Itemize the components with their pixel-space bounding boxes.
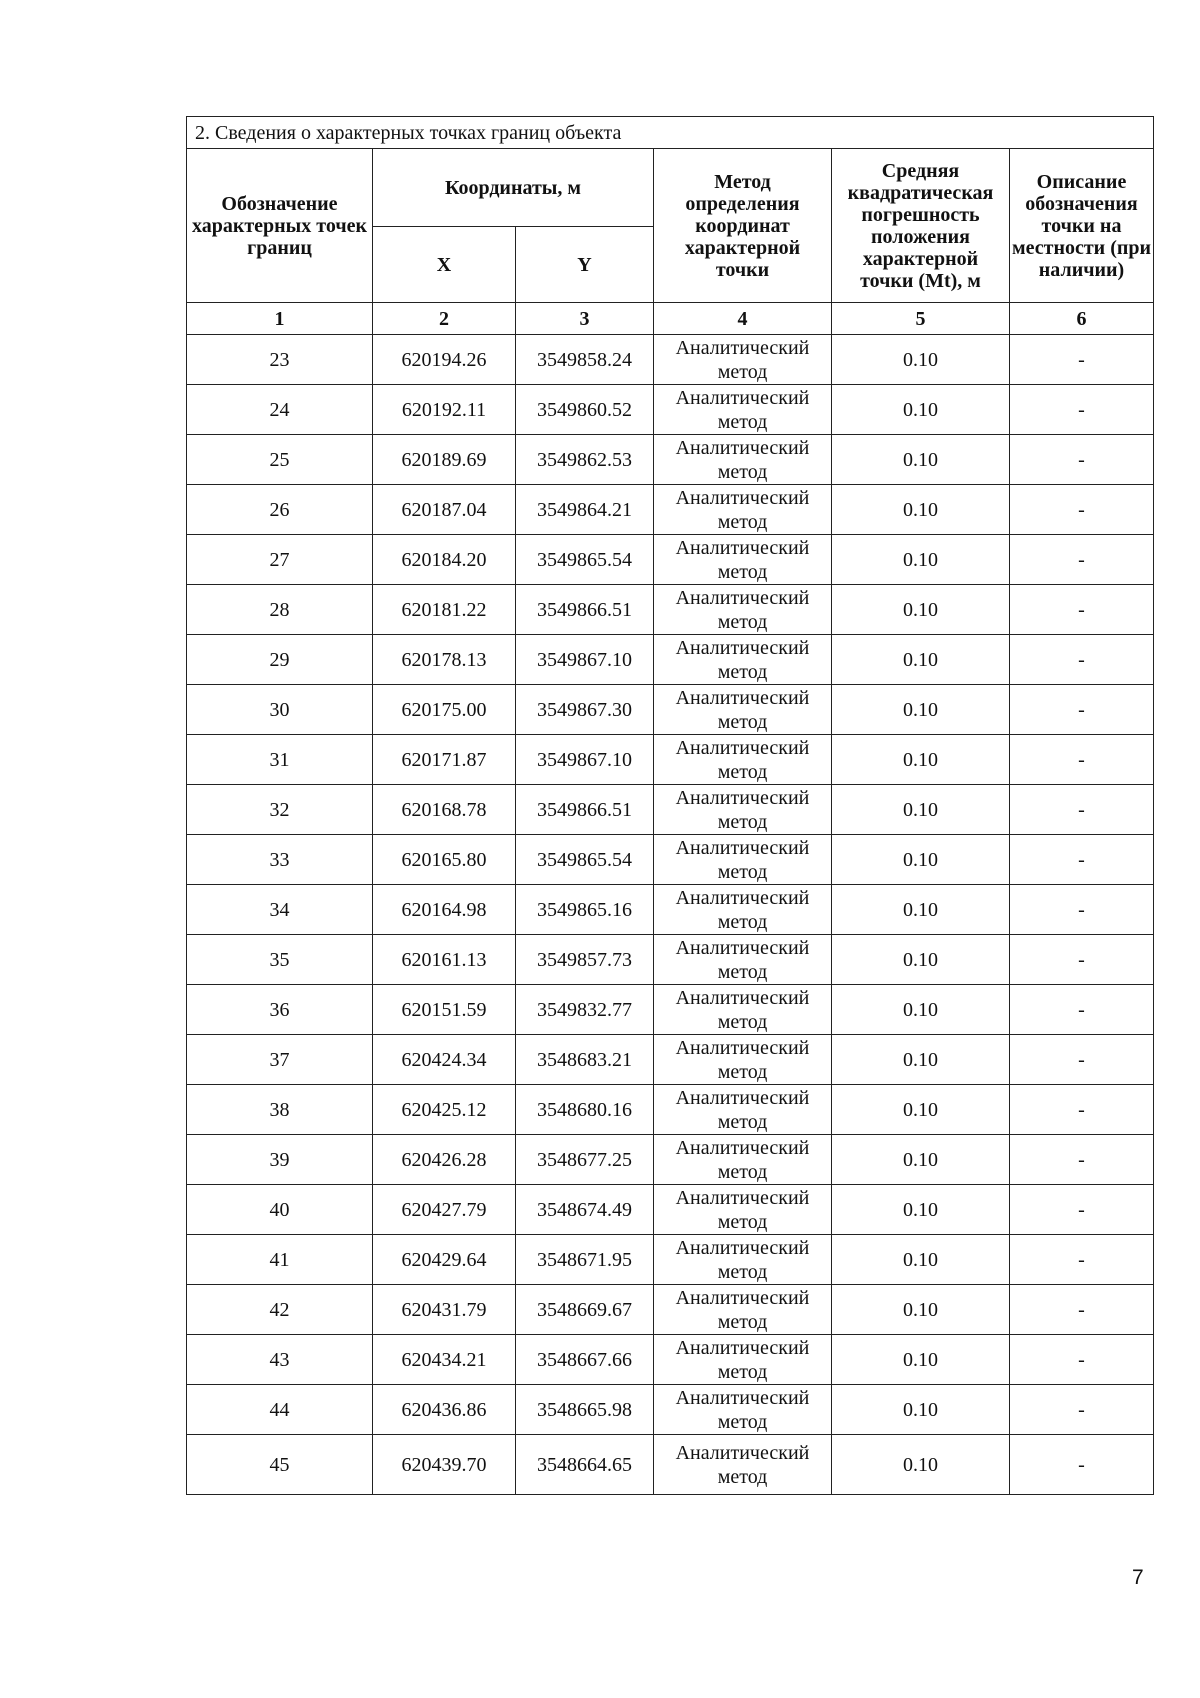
x-cell: 620189.69 bbox=[373, 435, 516, 485]
table-row bbox=[187, 985, 1154, 1035]
table-row bbox=[187, 635, 1154, 685]
y-cell: 3549832.77 bbox=[516, 985, 654, 1035]
y-cell: 3548664.65 bbox=[516, 1435, 654, 1495]
y-cell: 3549867.10 bbox=[516, 735, 654, 785]
accuracy-cell: 0.10 bbox=[832, 585, 1010, 635]
x-cell: 620427.79 bbox=[373, 1185, 516, 1235]
accuracy-cell: 0.10 bbox=[832, 685, 1010, 735]
y-cell: 3549865.54 bbox=[516, 835, 654, 885]
y-cell: 3549864.21 bbox=[516, 485, 654, 535]
description-cell: - bbox=[1010, 1285, 1154, 1335]
description-cell: - bbox=[1010, 585, 1154, 635]
table-row bbox=[187, 585, 1154, 635]
accuracy-cell: 0.10 bbox=[832, 385, 1010, 435]
description-cell: - bbox=[1010, 635, 1154, 685]
method-cell: Аналитический метод bbox=[654, 885, 832, 935]
accuracy-cell: 0.10 bbox=[832, 1135, 1010, 1185]
point-cell: 29 bbox=[187, 635, 373, 685]
table-row bbox=[187, 1385, 1154, 1435]
header-x: X bbox=[373, 227, 516, 303]
accuracy-cell: 0.10 bbox=[832, 785, 1010, 835]
x-cell: 620175.00 bbox=[373, 685, 516, 735]
x-cell: 620168.78 bbox=[373, 785, 516, 835]
boundary-points-table bbox=[186, 116, 1154, 1495]
point-cell: 28 bbox=[187, 585, 373, 635]
method-cell: Аналитический метод bbox=[654, 1185, 832, 1235]
table-row bbox=[187, 735, 1154, 785]
description-cell: - bbox=[1010, 1035, 1154, 1085]
description-cell: - bbox=[1010, 835, 1154, 885]
x-cell: 620424.34 bbox=[373, 1035, 516, 1085]
method-cell: Аналитический метод bbox=[654, 985, 832, 1035]
accuracy-cell: 0.10 bbox=[832, 485, 1010, 535]
x-cell: 620151.59 bbox=[373, 985, 516, 1035]
method-cell: Аналитический метод bbox=[654, 585, 832, 635]
description-cell: - bbox=[1010, 335, 1154, 385]
method-cell: Аналитический метод bbox=[654, 335, 832, 385]
table-row bbox=[187, 785, 1154, 835]
table-row bbox=[187, 1185, 1154, 1235]
table-row bbox=[187, 385, 1154, 435]
method-cell: Аналитический метод bbox=[654, 1285, 832, 1335]
table-body bbox=[187, 335, 1154, 1495]
point-cell: 31 bbox=[187, 735, 373, 785]
point-cell: 24 bbox=[187, 385, 373, 435]
y-cell: 3549857.73 bbox=[516, 935, 654, 985]
x-cell: 620429.64 bbox=[373, 1235, 516, 1285]
accuracy-cell: 0.10 bbox=[832, 335, 1010, 385]
method-cell: Аналитический метод bbox=[654, 435, 832, 485]
description-cell: - bbox=[1010, 1135, 1154, 1185]
header-accuracy: Средняя квадратическая погрешность положения характерной точки (Mt), м bbox=[832, 149, 1010, 303]
accuracy-cell: 0.10 bbox=[832, 735, 1010, 785]
method-cell: Аналитический метод bbox=[654, 785, 832, 835]
description-cell: - bbox=[1010, 735, 1154, 785]
table-row bbox=[187, 935, 1154, 985]
x-cell: 620425.12 bbox=[373, 1085, 516, 1135]
header-point: Обозначение характерных точек границ bbox=[187, 149, 373, 303]
x-cell: 620436.86 bbox=[373, 1385, 516, 1435]
accuracy-cell: 0.10 bbox=[832, 835, 1010, 885]
description-cell: - bbox=[1010, 1435, 1154, 1495]
description-cell: - bbox=[1010, 385, 1154, 435]
accuracy-cell: 0.10 bbox=[832, 435, 1010, 485]
accuracy-cell: 0.10 bbox=[832, 635, 1010, 685]
table-row bbox=[187, 1235, 1154, 1285]
description-cell: - bbox=[1010, 435, 1154, 485]
description-cell: - bbox=[1010, 1385, 1154, 1435]
point-cell: 45 bbox=[187, 1435, 373, 1495]
x-cell: 620192.11 bbox=[373, 385, 516, 435]
accuracy-cell: 0.10 bbox=[832, 535, 1010, 585]
column-number-row bbox=[187, 303, 1154, 335]
accuracy-cell: 0.10 bbox=[832, 1385, 1010, 1435]
column-number: 1 bbox=[187, 303, 373, 335]
y-cell: 3548665.98 bbox=[516, 1385, 654, 1435]
table-row bbox=[187, 1285, 1154, 1335]
point-cell: 42 bbox=[187, 1285, 373, 1335]
x-cell: 620194.26 bbox=[373, 335, 516, 385]
point-cell: 39 bbox=[187, 1135, 373, 1185]
description-cell: - bbox=[1010, 485, 1154, 535]
header-method: Метод определения координат характерной точки bbox=[654, 149, 832, 303]
y-cell: 3549866.51 bbox=[516, 585, 654, 635]
method-cell: Аналитический метод bbox=[654, 1335, 832, 1385]
column-number: 4 bbox=[654, 303, 832, 335]
y-cell: 3549858.24 bbox=[516, 335, 654, 385]
point-cell: 23 bbox=[187, 335, 373, 385]
accuracy-cell: 0.10 bbox=[832, 1235, 1010, 1285]
description-cell: - bbox=[1010, 985, 1154, 1035]
point-cell: 38 bbox=[187, 1085, 373, 1135]
table-row bbox=[187, 1085, 1154, 1135]
table-row bbox=[187, 835, 1154, 885]
table-row bbox=[187, 535, 1154, 585]
column-number: 3 bbox=[516, 303, 654, 335]
point-cell: 34 bbox=[187, 885, 373, 935]
header-description: Описание обозначения точки на местности (при наличии) bbox=[1010, 149, 1154, 303]
description-cell: - bbox=[1010, 685, 1154, 735]
accuracy-cell: 0.10 bbox=[832, 1335, 1010, 1385]
method-cell: Аналитический метод bbox=[654, 1085, 832, 1135]
accuracy-cell: 0.10 bbox=[832, 1185, 1010, 1235]
y-cell: 3548677.25 bbox=[516, 1135, 654, 1185]
description-cell: - bbox=[1010, 935, 1154, 985]
page-number: 7 bbox=[1132, 1566, 1144, 1589]
description-cell: - bbox=[1010, 1235, 1154, 1285]
accuracy-cell: 0.10 bbox=[832, 1035, 1010, 1085]
method-cell: Аналитический метод bbox=[654, 635, 832, 685]
column-number: 2 bbox=[373, 303, 516, 335]
point-cell: 36 bbox=[187, 985, 373, 1035]
point-cell: 30 bbox=[187, 685, 373, 735]
description-cell: - bbox=[1010, 1335, 1154, 1385]
y-cell: 3549866.51 bbox=[516, 785, 654, 835]
point-cell: 26 bbox=[187, 485, 373, 535]
table-row bbox=[187, 1435, 1154, 1495]
header-coordinates: Координаты, м bbox=[373, 149, 654, 227]
x-cell: 620164.98 bbox=[373, 885, 516, 935]
table-caption: 2. Сведения о характерных точках границ объекта bbox=[187, 117, 1154, 149]
method-cell: Аналитический метод bbox=[654, 1385, 832, 1435]
header-y: Y bbox=[516, 227, 654, 303]
point-cell: 25 bbox=[187, 435, 373, 485]
x-cell: 620178.13 bbox=[373, 635, 516, 685]
accuracy-cell: 0.10 bbox=[832, 1085, 1010, 1135]
method-cell: Аналитический метод bbox=[654, 735, 832, 785]
accuracy-cell: 0.10 bbox=[832, 885, 1010, 935]
x-cell: 620426.28 bbox=[373, 1135, 516, 1185]
accuracy-cell: 0.10 bbox=[832, 935, 1010, 985]
x-cell: 620434.21 bbox=[373, 1335, 516, 1385]
x-cell: 620439.70 bbox=[373, 1435, 516, 1495]
description-cell: - bbox=[1010, 1085, 1154, 1135]
column-number: 6 bbox=[1010, 303, 1154, 335]
table-row bbox=[187, 1135, 1154, 1185]
point-cell: 27 bbox=[187, 535, 373, 585]
description-cell: - bbox=[1010, 1185, 1154, 1235]
y-cell: 3549865.54 bbox=[516, 535, 654, 585]
method-cell: Аналитический метод bbox=[654, 385, 832, 435]
accuracy-cell: 0.10 bbox=[832, 1285, 1010, 1335]
y-cell: 3548680.16 bbox=[516, 1085, 654, 1135]
table-row bbox=[187, 1035, 1154, 1085]
point-cell: 37 bbox=[187, 1035, 373, 1085]
x-cell: 620187.04 bbox=[373, 485, 516, 535]
method-cell: Аналитический метод bbox=[654, 935, 832, 985]
y-cell: 3548669.67 bbox=[516, 1285, 654, 1335]
table-row bbox=[187, 685, 1154, 735]
method-cell: Аналитический метод bbox=[654, 1135, 832, 1185]
description-cell: - bbox=[1010, 535, 1154, 585]
accuracy-cell: 0.10 bbox=[832, 1435, 1010, 1495]
description-cell: - bbox=[1010, 785, 1154, 835]
method-cell: Аналитический метод bbox=[654, 535, 832, 585]
x-cell: 620165.80 bbox=[373, 835, 516, 885]
table-row bbox=[187, 885, 1154, 935]
x-cell: 620431.79 bbox=[373, 1285, 516, 1335]
description-cell: - bbox=[1010, 885, 1154, 935]
method-cell: Аналитический метод bbox=[654, 685, 832, 735]
point-cell: 41 bbox=[187, 1235, 373, 1285]
y-cell: 3549860.52 bbox=[516, 385, 654, 435]
method-cell: Аналитический метод bbox=[654, 835, 832, 885]
x-cell: 620184.20 bbox=[373, 535, 516, 585]
method-cell: Аналитический метод bbox=[654, 1235, 832, 1285]
point-cell: 32 bbox=[187, 785, 373, 835]
point-cell: 44 bbox=[187, 1385, 373, 1435]
method-cell: Аналитический метод bbox=[654, 1435, 832, 1495]
method-cell: Аналитический метод bbox=[654, 1035, 832, 1085]
point-cell: 33 bbox=[187, 835, 373, 885]
y-cell: 3549862.53 bbox=[516, 435, 654, 485]
point-cell: 40 bbox=[187, 1185, 373, 1235]
table-row bbox=[187, 1335, 1154, 1385]
y-cell: 3548674.49 bbox=[516, 1185, 654, 1235]
x-cell: 620161.13 bbox=[373, 935, 516, 985]
table-row bbox=[187, 435, 1154, 485]
y-cell: 3549865.16 bbox=[516, 885, 654, 935]
table-row bbox=[187, 335, 1154, 385]
method-cell: Аналитический метод bbox=[654, 485, 832, 535]
y-cell: 3549867.30 bbox=[516, 685, 654, 735]
y-cell: 3549867.10 bbox=[516, 635, 654, 685]
accuracy-cell: 0.10 bbox=[832, 985, 1010, 1035]
point-cell: 35 bbox=[187, 935, 373, 985]
x-cell: 620181.22 bbox=[373, 585, 516, 635]
column-number: 5 bbox=[832, 303, 1010, 335]
x-cell: 620171.87 bbox=[373, 735, 516, 785]
point-cell: 43 bbox=[187, 1335, 373, 1385]
y-cell: 3548667.66 bbox=[516, 1335, 654, 1385]
y-cell: 3548671.95 bbox=[516, 1235, 654, 1285]
y-cell: 3548683.21 bbox=[516, 1035, 654, 1085]
table-row bbox=[187, 485, 1154, 535]
